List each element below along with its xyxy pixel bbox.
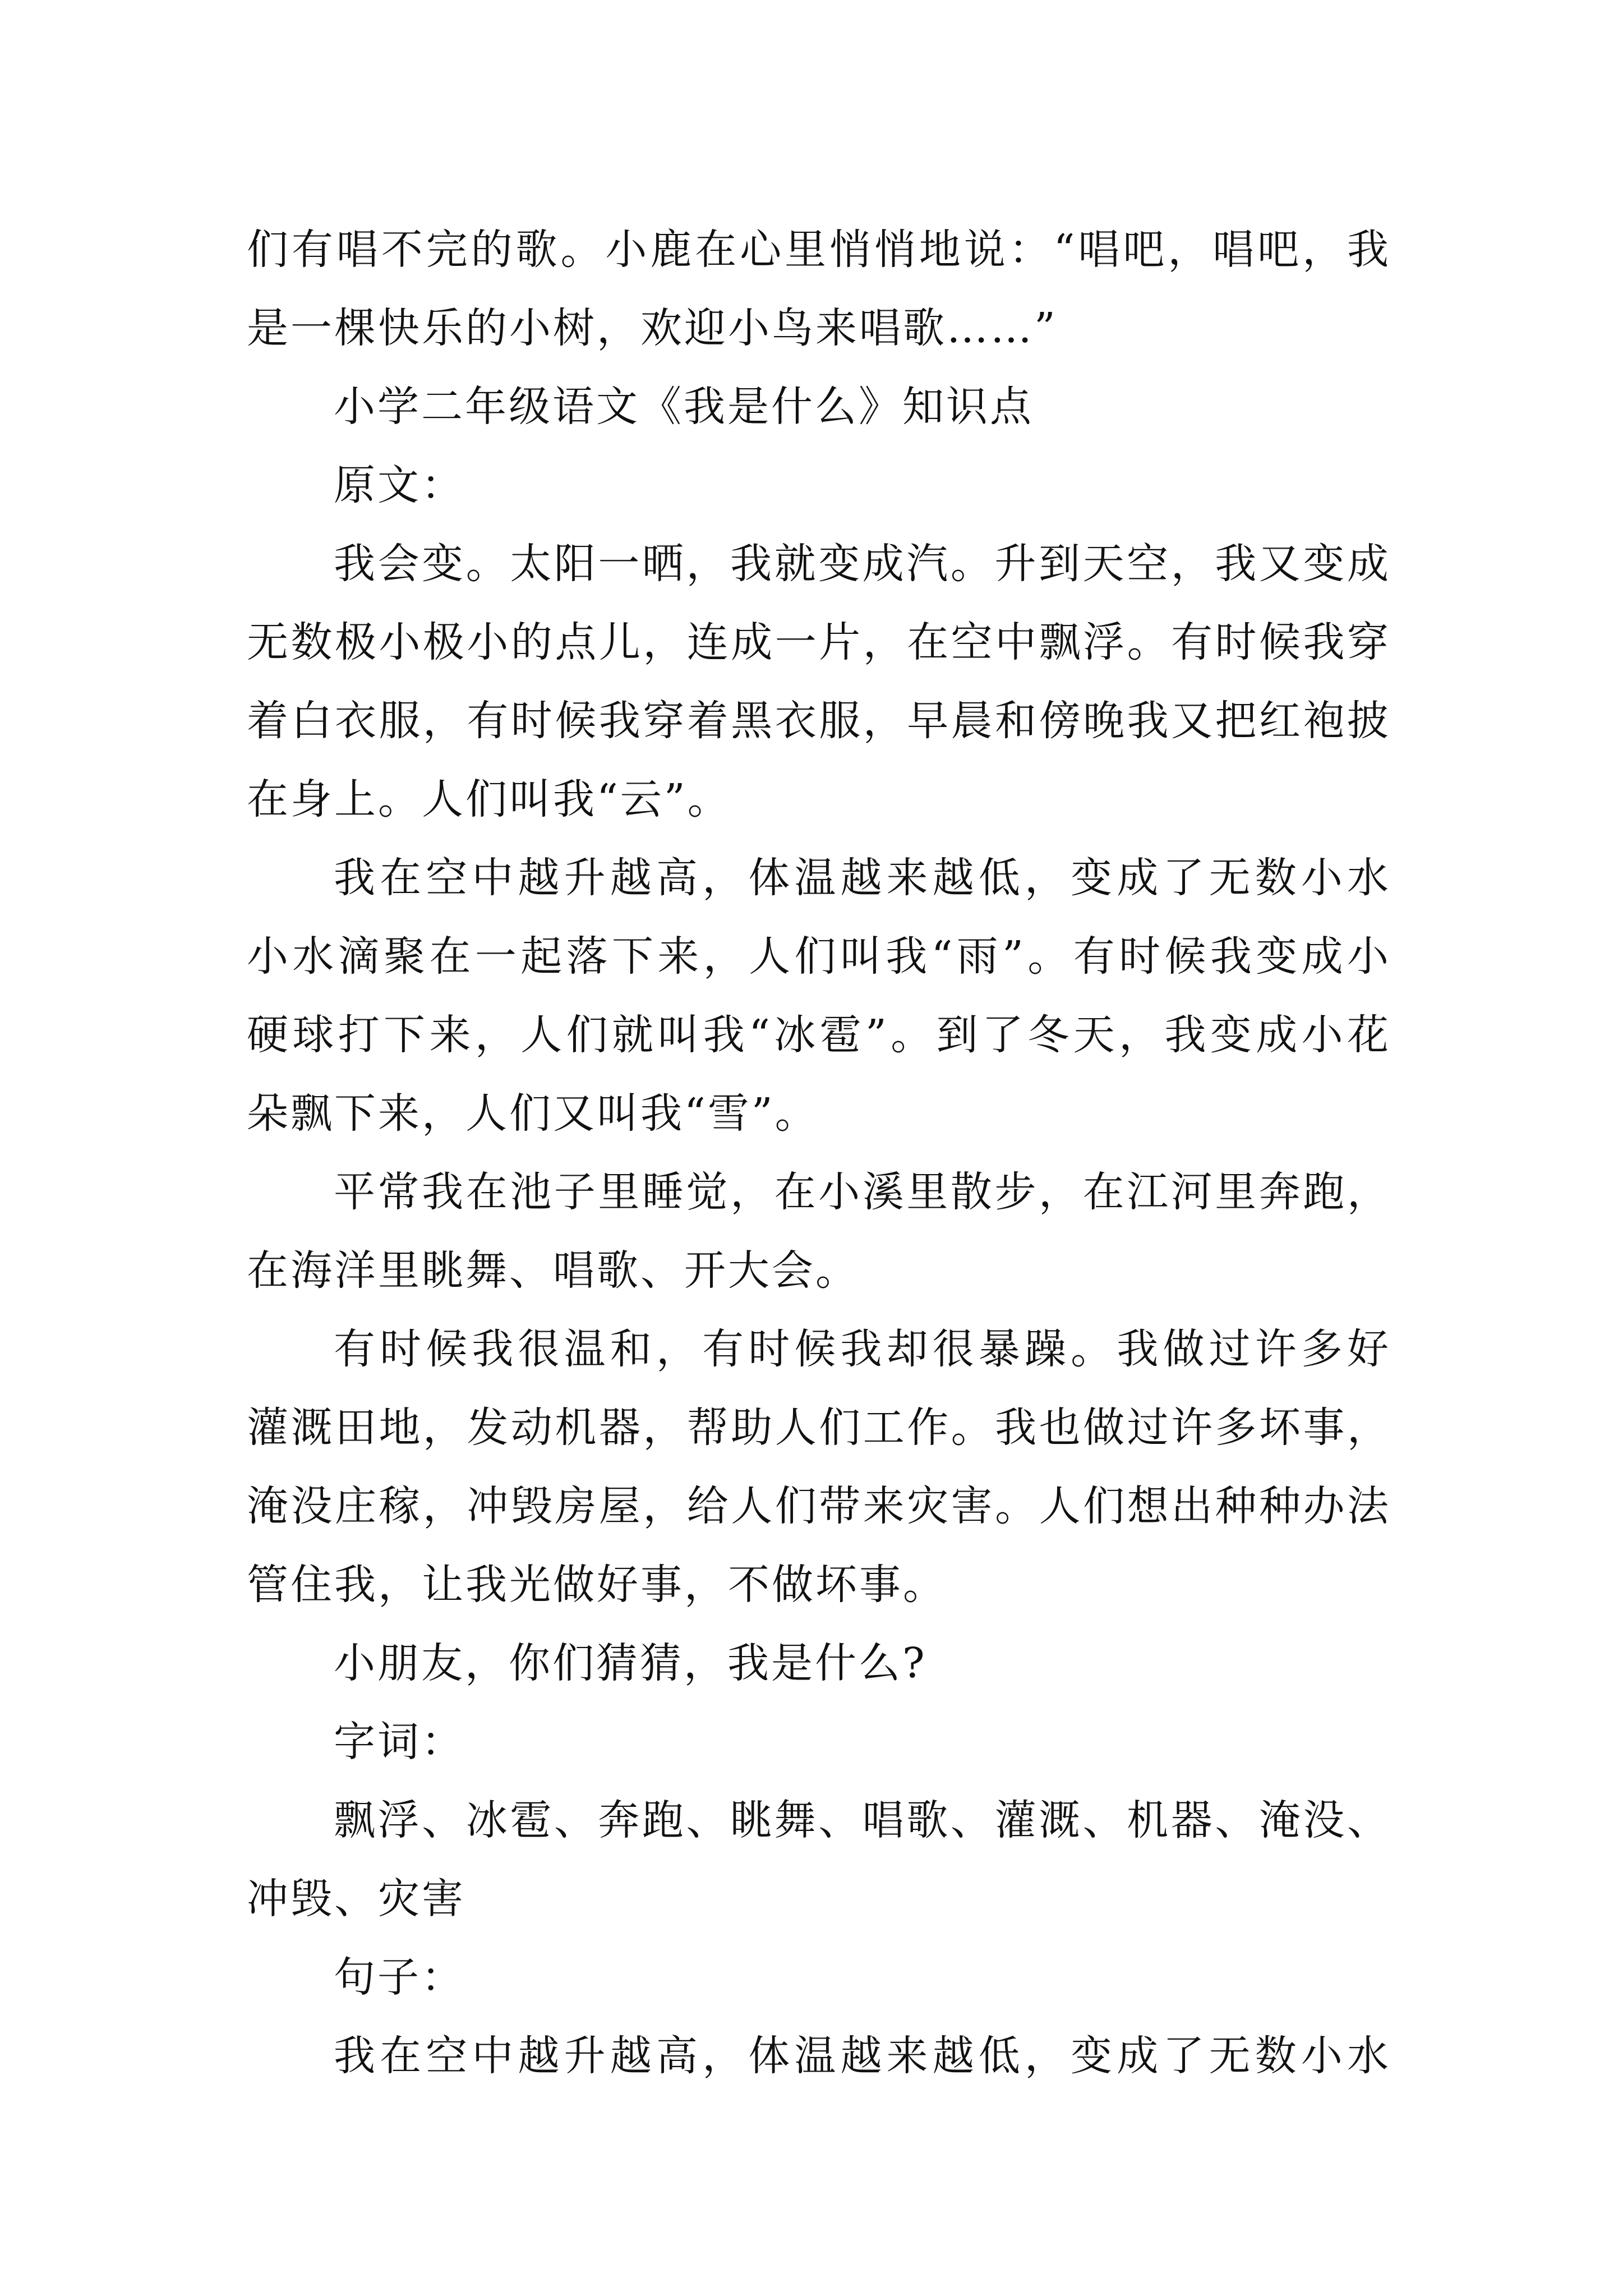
text-line-10: 小水滴聚在一起落下来，人们叫我“雨”。有时候我变成小 <box>247 932 1391 981</box>
text-line-12: 朵飘下来，人们又叫我“雪”。 <box>247 1089 819 1138</box>
document-body <box>247 210 1391 2095</box>
text-line-17: 淹没庄稼，冲毁房屋，给人们带来灾害。人们想出种种办法 <box>247 1482 1391 1530</box>
label-original-text: 原文： <box>334 461 465 509</box>
section-title: 小学二年级语文《我是什么》知识点 <box>334 383 1034 431</box>
text-line-1: 们有唱不完的歌。小鹿在心里悄悄地说：“唱吧，唱吧，我 <box>247 226 1391 274</box>
text-line-13: 平常我在池子里睡觉，在小溪里散步，在江河里奔跑， <box>334 1168 1391 1216</box>
vocabulary-line-2: 冲毁、灾害 <box>247 1875 465 1923</box>
text-line-8: 在身上。人们叫我“云”。 <box>247 775 731 823</box>
text-line-18: 管住我，让我光做好事，不做坏事。 <box>247 1561 947 1609</box>
text-line-6: 无数极小极小的点儿，连成一片，在空中飘浮。有时候我穿 <box>247 618 1391 666</box>
text-line-19: 小朋友，你们猜猜，我是什么? <box>334 1639 927 1687</box>
vocabulary-line-1: 飘浮、冰雹、奔跑、眺舞、唱歌、灌溉、机器、淹没、 <box>334 1796 1391 1844</box>
text-line-16: 灌溉田地，发动机器，帮助人们工作。我也做过许多坏事， <box>247 1404 1391 1452</box>
label-sentences: 句子： <box>334 1953 465 2001</box>
text-line-5: 我会变。太阳一晒，我就变成汽。升到天空，我又变成 <box>334 540 1391 588</box>
label-vocabulary: 字词： <box>334 1718 465 1766</box>
text-line-9: 我在空中越升越高，体温越来越低，变成了无数小水 <box>334 854 1391 902</box>
sentence-line-1: 我在空中越升越高，体温越来越低，变成了无数小水 <box>334 2032 1391 2080</box>
text-line-2: 是一棵快乐的小树，欢迎小鸟来唱歌……” <box>247 304 1058 352</box>
text-line-15: 有时候我很温和，有时候我却很暴躁。我做过许多好 <box>334 1325 1391 1373</box>
text-line-7: 着白衣服，有时候我穿着黑衣服，早晨和傍晚我又把红袍披 <box>247 697 1391 745</box>
text-line-11: 硬球打下来，人们就叫我“冰雹”。到了冬天，我变成小花 <box>247 1011 1391 1059</box>
text-line-14: 在海洋里眺舞、唱歌、开大会。 <box>247 1246 859 1295</box>
